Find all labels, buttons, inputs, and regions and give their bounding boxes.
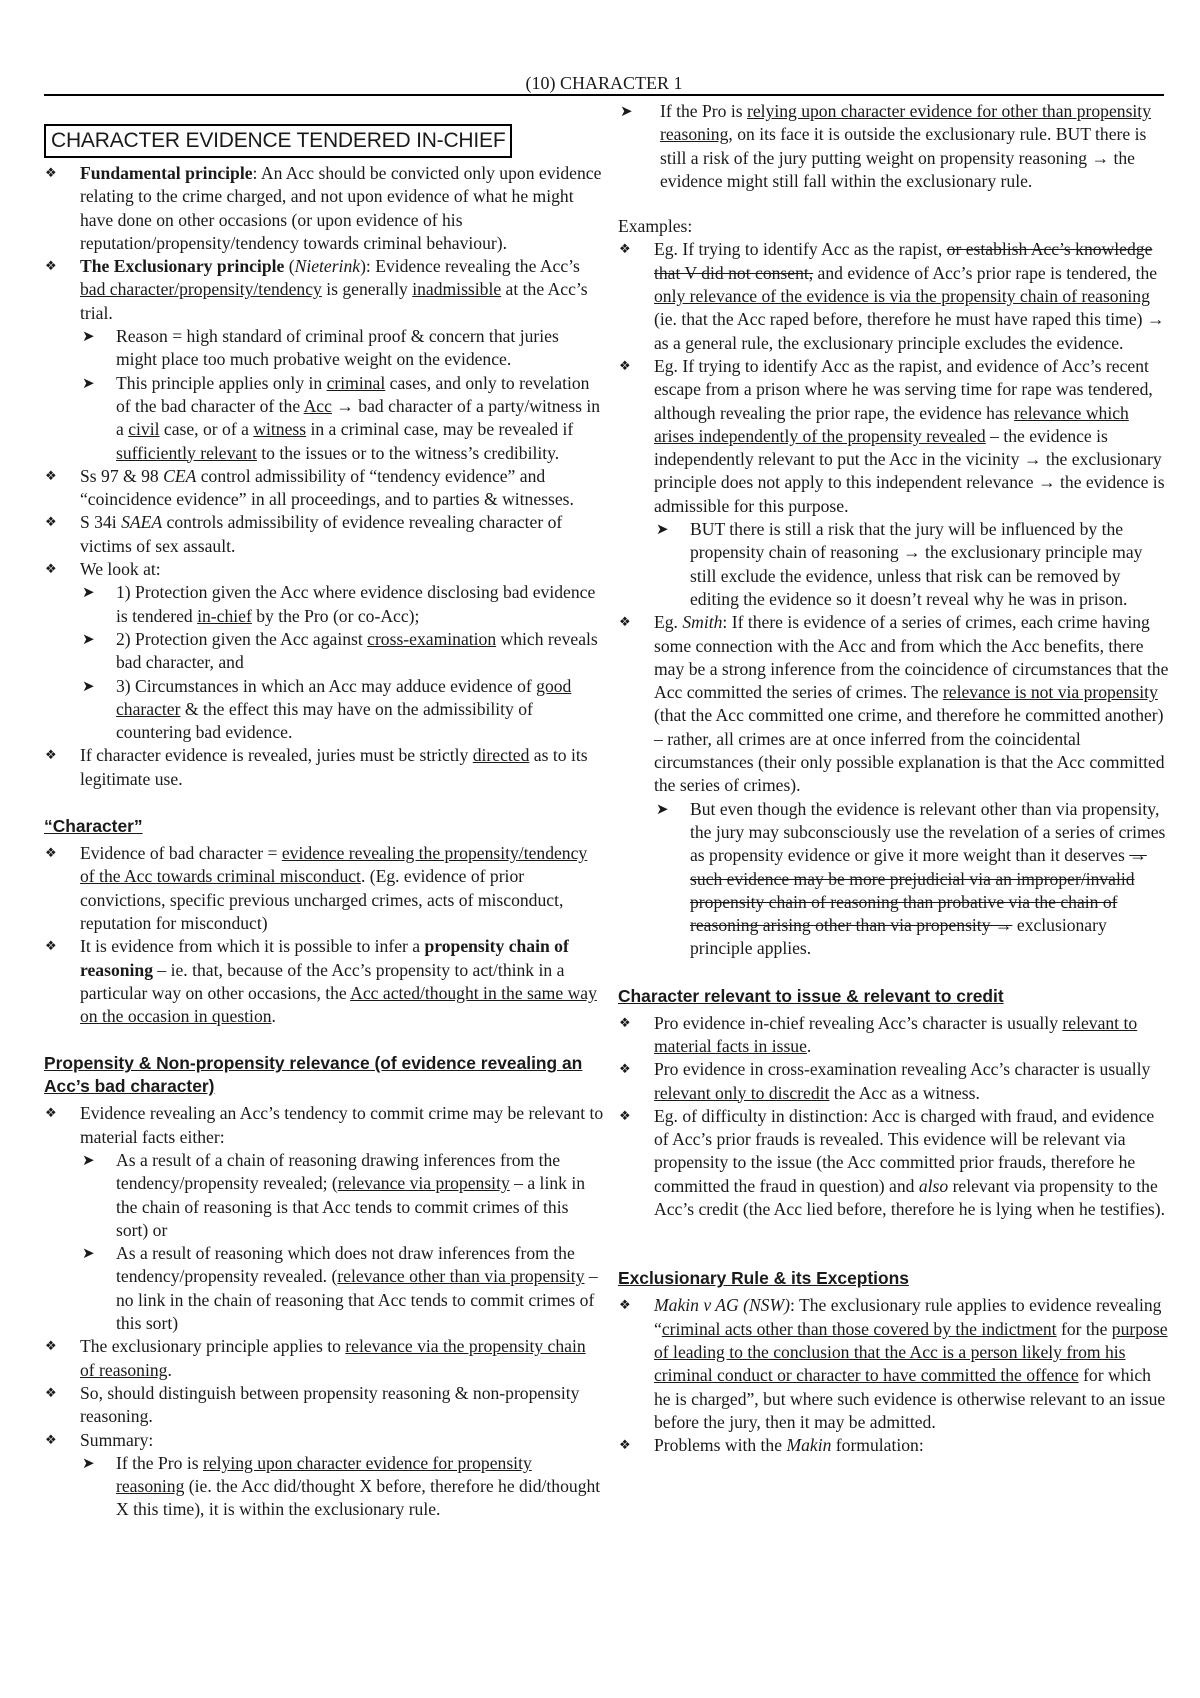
text: . (Eg. evidence of prior convictions, specific previous uncharged crimes, acts of misconduct, reputation for misconduct) xyxy=(80,866,564,933)
list-item xyxy=(44,842,604,935)
text: case, or of a xyxy=(159,419,254,440)
struck-text: or establish Acc’s knowledge that V did not consent, xyxy=(654,239,1153,283)
underlined-text: inadmissible xyxy=(412,279,502,300)
sub-item xyxy=(654,798,1170,961)
text: If the Pro is xyxy=(116,1452,203,1473)
text: . xyxy=(806,1035,812,1056)
sub-item xyxy=(618,100,1170,193)
list-item xyxy=(44,1429,604,1522)
text: the Acc as a witness. xyxy=(829,1082,980,1103)
list-item xyxy=(44,1102,604,1335)
text: . xyxy=(271,1006,276,1027)
text: As a result of reasoning which does not draw inferences from the tendency/propensity revealed. ( xyxy=(116,1243,575,1287)
text: (ie. that the Acc raped before, therefore he must have raped this time) → as a general rule, the exclusionary principle excludes the evidence. xyxy=(654,309,1165,353)
text: . xyxy=(167,1359,172,1380)
text: It is evidence from which it is possible to infer a xyxy=(80,936,425,957)
bold-label: The Exclusionary principle xyxy=(80,256,285,277)
text: Pro evidence in cross-examination revealing Acc’s character is usually xyxy=(654,1059,1151,1080)
sub-item xyxy=(654,518,1170,611)
underlined-text: relevance other than via propensity xyxy=(337,1266,585,1287)
list-item xyxy=(44,511,604,558)
text: for the xyxy=(1056,1318,1112,1339)
main-heading: CHARACTER EVIDENCE TENDERED IN-CHIEF xyxy=(44,124,512,158)
text: : An Acc should be convicted only upon evidence relating to the crime charged, and not upon evidence of what he might have done on other occasions (or upon evidence of his reputation/propensity/tendency towards criminal behaviour). xyxy=(80,163,602,253)
list-item xyxy=(44,744,604,791)
text: Pro evidence in-chief revealing Acc’s character is usually xyxy=(654,1012,1063,1033)
case-name: Makin v AG (NSW) xyxy=(654,1295,790,1316)
list-item xyxy=(618,611,1170,960)
page-header: (10) CHARACTER 1 xyxy=(525,73,683,93)
list-item xyxy=(44,935,604,1028)
list-item xyxy=(44,162,604,255)
list-item xyxy=(44,1382,604,1429)
intro-list xyxy=(44,162,604,791)
credit-list xyxy=(618,1012,1170,1222)
sub-list xyxy=(80,1149,604,1335)
text: S 34i xyxy=(80,512,122,533)
section-heading-exclusionary: Exclusionary Rule & its Exceptions xyxy=(618,1268,909,1289)
underlined-text: relevance via propensity xyxy=(337,1173,510,1194)
text: to the issues or to the witness’s credibility. xyxy=(256,442,560,463)
examples-list xyxy=(618,238,1170,960)
list-item xyxy=(44,1335,604,1382)
text: 1) Protection given the Acc where evidence disclosing bad evidence is tendered xyxy=(116,582,596,626)
text: Summary: xyxy=(80,1429,154,1450)
text: But even though the evidence is relevant other than via propensity, the jury may subconsciously use the revelation of a series of crimes as propensity evidence or give it more weight than it deserves xyxy=(690,798,1166,866)
list-item xyxy=(618,1434,1170,1457)
sub-list xyxy=(654,798,1170,961)
bold-label: Fundamental principle xyxy=(80,163,253,183)
text: in a criminal case, may be revealed if xyxy=(306,419,574,440)
text: – a link in the chain of reasoning is that Acc tends to commit crimes of this sort) or xyxy=(116,1173,586,1240)
text: Evidence revealing an Acc’s tendency to commit crime may be relevant to material facts either: xyxy=(80,1103,604,1147)
text: (that the Acc committed one crime, and therefore he committed another) – rather, all crimes are at once inferred from the coincidental circumstances (their only possible explanation is that the Acc committed the series of crimes). xyxy=(654,705,1165,796)
sub-item xyxy=(80,1242,604,1335)
text: If the Pro is xyxy=(660,101,747,121)
text: ): Evidence revealing the Acc’s xyxy=(360,256,580,277)
underlined-text: criminal acts other than those covered by the indictment xyxy=(661,1318,1057,1339)
text: : The exclusionary rule applies to evidence revealing “ xyxy=(654,1295,1162,1339)
underlined-text: evidence revealing the propensity/tendency of the Acc towards criminal misconduct xyxy=(80,843,588,887)
underlined-text: witness xyxy=(253,419,307,440)
bold-text: propensity chain of reasoning xyxy=(80,936,569,980)
case-name: Smith xyxy=(682,612,723,633)
underlined-text: good character xyxy=(116,675,572,719)
text: → bad character of a party/witness in a xyxy=(116,395,601,440)
section-heading-credit: Character relevant to issue & relevant to credit xyxy=(618,985,1004,1006)
list-item xyxy=(618,355,1170,611)
section-heading-propensity: Propensity & Non-propensity relevance (of evidence revealing an Acc’s bad character) xyxy=(44,1053,583,1097)
underlined-text: relevant to material facts in issue xyxy=(654,1012,1138,1056)
case-name: Nieterink xyxy=(294,256,361,277)
list-item xyxy=(618,1105,1170,1221)
underlined-text: in-chief xyxy=(197,605,252,626)
list-item xyxy=(618,1294,1170,1434)
text: (ie. the Acc did/thought X before, therefore he did/thought X this time), it is within the exclusionary rule. xyxy=(116,1476,601,1520)
propensity-list xyxy=(44,1102,604,1521)
text: – ie. that, because of the Acc’s propensity to act/think in a particular way on other occasions, the xyxy=(80,959,565,1003)
text: which reveals bad character, and xyxy=(116,628,598,673)
text: If character evidence is revealed, juries must be strictly xyxy=(80,745,473,766)
text: formulation: xyxy=(831,1435,924,1456)
underlined-text: relying upon character evidence for other than propensity reasoning xyxy=(660,101,1151,145)
sub-list xyxy=(80,581,604,744)
text: 2) Protection given the Acc against xyxy=(116,628,368,649)
character-list xyxy=(44,842,604,1028)
sub-item xyxy=(80,1452,604,1522)
list-item xyxy=(618,1058,1170,1105)
text: Eg. of difficulty in distinction: Acc is charged with fraud, and evidence of Acc’s prior frauds is revealed. This evidence will be relevant via propensity to the issue (the Acc committed prior frauds, therefore he committed the fraud in question) and xyxy=(654,1105,1155,1196)
exclusionary-list xyxy=(618,1294,1170,1457)
text: for which he is charged”, but where such evidence is otherwise relevant to an issue before the jury, then it may be admitted. xyxy=(654,1365,1166,1432)
text: – the evidence is independently relevant to put the Acc in the vicinity → the exclusionary principle does not apply to this independent relevance → the evidence is admissible for this purpose. xyxy=(654,425,1165,516)
text: Eg. If trying to identify Acc as the rapist, xyxy=(654,239,947,260)
list-item xyxy=(44,465,604,512)
underlined-text: civil xyxy=(128,419,160,440)
list-item xyxy=(44,255,604,465)
left-column xyxy=(44,100,604,1522)
continued-sub-list xyxy=(618,100,1170,193)
struck-text: → such evidence may be more prejudicial via an improper/invalid propensity chain of reasoning than probative via the chain of reasoning arising other than via propensity → xyxy=(690,845,1147,936)
text: Reason = high standard of criminal proof & concern that juries might place too much probative weight on the evidence. xyxy=(116,326,559,370)
sub-item xyxy=(80,581,604,628)
text: : If there is evidence of a series of crimes, each crime having some connection with the Acc and from which the Acc benefits, there may be a strong inference from the coincidence of circumstances that the Acc committed the series of crimes. The xyxy=(654,612,1169,703)
underlined-text: cross-examination xyxy=(367,628,497,649)
italic-text: CEA xyxy=(163,465,197,486)
underlined-text: only relevance of the evidence is via the propensity chain of reasoning xyxy=(654,286,1150,307)
text: cases, and only to revelation of the bad character of the xyxy=(116,372,590,416)
text: controls admissibility of evidence revealing character of victims of sex assault. xyxy=(80,512,563,556)
sub-item xyxy=(80,1149,604,1242)
spacer xyxy=(618,1221,1170,1243)
text: This principle applies only in xyxy=(116,372,327,393)
underlined-text: criminal xyxy=(326,372,386,393)
text: exclusionary principle applies. xyxy=(690,915,1107,959)
text: as to its legitimate use. xyxy=(80,745,588,789)
list-item xyxy=(618,1012,1170,1059)
italic-text: SAEA xyxy=(121,512,163,533)
list-item xyxy=(44,558,604,744)
text: ( xyxy=(284,256,295,277)
text: & the effect this may have on the admissibility of countering bad evidence. xyxy=(116,698,533,743)
text: Eg. xyxy=(654,612,683,633)
sub-item xyxy=(80,372,604,465)
text: Ss 97 & 98 xyxy=(80,465,164,486)
sub-item xyxy=(80,628,604,675)
list-item xyxy=(618,238,1170,354)
sub-item xyxy=(80,325,604,372)
text: , on its face it is outside the exclusionary rule. BUT there is still a risk of the jury putting weight on propensity reasoning → the evidence might still fall within the exclusionary rule. xyxy=(660,124,1147,191)
underlined-text: relevance is not via propensity xyxy=(942,682,1158,703)
sub-list xyxy=(80,325,604,465)
right-column xyxy=(618,100,1170,1457)
underlined-text: Acc xyxy=(303,395,332,416)
case-name: Makin xyxy=(786,1435,832,1456)
underlined-text: sufficiently relevant xyxy=(116,442,257,463)
text: and evidence of Acc’s prior rape is tendered, the xyxy=(813,262,1158,283)
text: So, should distinguish between propensity reasoning & non-propensity reasoning. xyxy=(80,1382,580,1427)
text: BUT there is still a risk that the jury will be influenced by the propensity chain of reasoning → the exclusionary principle may still exclude the evidence, unless that risk can be removed by editing the evidence so it doesn’t reveal why he was in prison. xyxy=(690,519,1143,609)
text: The exclusionary principle applies to xyxy=(80,1336,346,1357)
underlined-text: purpose of leading to the conclusion that the Acc is a person likely from his criminal conduct or character to have committed the offence xyxy=(654,1318,1168,1386)
text: We look at: xyxy=(80,559,161,580)
section-heading-character: “Character” xyxy=(44,816,143,837)
text: Problems with the xyxy=(654,1435,787,1456)
italic-text: also xyxy=(918,1175,949,1196)
underlined-text: Acc acted/thought in the same way on the occasion in question xyxy=(80,982,597,1027)
underlined-text: relevance via the propensity chain of reasoning xyxy=(80,1336,586,1380)
underlined-text: bad character/propensity/tendency xyxy=(80,279,322,300)
text: As a result of a chain of reasoning drawing inferences from the tendency/propensity revealed; ( xyxy=(116,1149,561,1194)
text: relevant via propensity to the Acc’s credit (the Acc lied before, therefore he is lying when he testifies). xyxy=(654,1175,1165,1220)
header-rule xyxy=(44,94,1164,96)
underlined-text: relying upon character evidence for propensity reasoning xyxy=(116,1452,532,1497)
text: 3) Circumstances in which an Acc may adduce evidence of xyxy=(116,675,537,696)
sub-item xyxy=(80,675,604,745)
text: is generally xyxy=(321,279,413,300)
underlined-text: relevance which arises independently of the propensity revealed xyxy=(654,402,1129,446)
text: Evidence of bad character = xyxy=(80,843,282,864)
underlined-text: directed xyxy=(472,745,530,766)
underlined-text: relevant only to discredit xyxy=(654,1082,830,1103)
text: at the Acc’s trial. xyxy=(80,279,588,323)
sub-list xyxy=(80,1452,604,1522)
text: Eg. If trying to identify Acc as the rapist, and evidence of Acc’s recent escape from a prison where he was serving time for rape was tendered, although revealing the prior rape, the evidence has xyxy=(654,355,1153,423)
text: – no link in the chain of reasoning that Acc tends to commit crimes of this sort) xyxy=(116,1266,598,1334)
text: control admissibility of “tendency evidence” and “coincidence evidence” in all proceedings, and to parties & witnesses. xyxy=(80,465,574,510)
sub-list xyxy=(654,518,1170,611)
examples-label: Examples: xyxy=(618,216,693,237)
text: by the Pro (or co-Acc); xyxy=(251,605,420,626)
